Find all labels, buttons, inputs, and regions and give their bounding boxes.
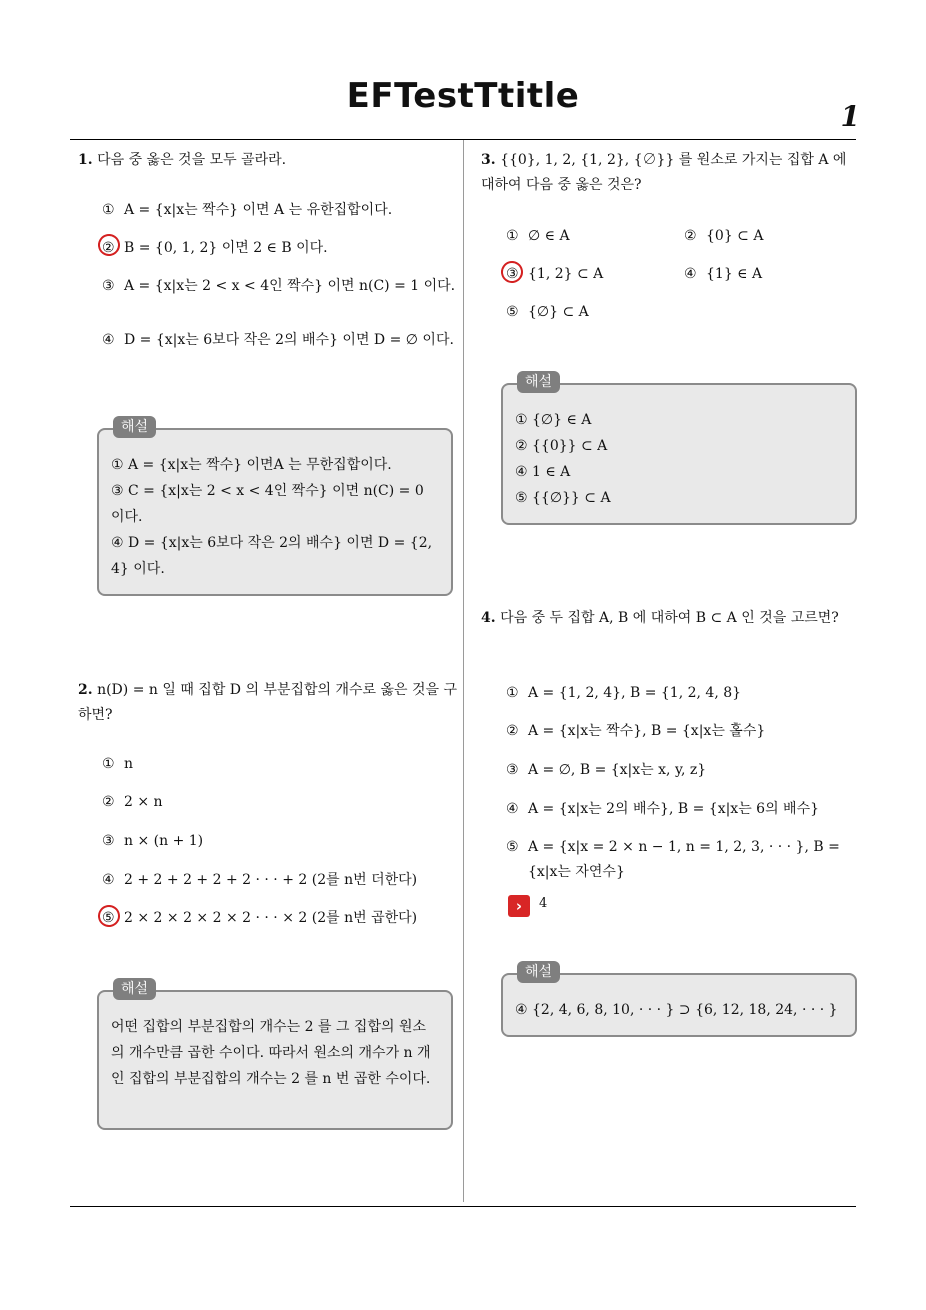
option-5[interactable]: ⑤ 2 × 2 × 2 × 2 × 2 · · · × 2 (2를 n번 곱한다) (102, 910, 418, 926)
question-3 (481, 148, 859, 198)
page-number: 1 (840, 100, 860, 133)
question-number: 1. (78, 152, 93, 168)
option-3[interactable]: ③ A = ∅, B = {x|x는 x, y, z} (506, 762, 707, 778)
page-title: EFTestTtitle (346, 76, 580, 116)
option-2[interactable]: ② 2 × n (102, 794, 163, 810)
question-number: 2. (78, 682, 93, 698)
option-1[interactable]: ① n (102, 756, 134, 772)
question-2 (78, 678, 458, 728)
explanation-line: ④ 1 ∈ A (515, 464, 571, 480)
question-text: 다음 중 옳은 것을 모두 골라라. (97, 152, 287, 168)
explanation-line: ③ C = {x|x는 2 < x < 4인 짝수} 이면 n(C) = 0 이다. (111, 483, 424, 525)
explanation-box (501, 964, 857, 1037)
option-1[interactable]: ① A = {x|x는 짝수} 이면 A 는 유한집합이다. (102, 202, 393, 218)
option-1[interactable]: ① A = {1, 2, 4}, B = {1, 2, 4, 8} (506, 685, 742, 701)
question-text: n(D) = n 일 때 집합 D 의 부분집합의 개수로 옳은 것을 구하면? (78, 682, 458, 723)
chevron-right-icon: › (508, 895, 530, 917)
option-5[interactable]: ⑤ A = {x|x = 2 × n − 1, n = 1, 2, 3, · · · }, B = {x|x는 자연수} (506, 839, 840, 880)
question-text: 다음 중 두 집합 A, B 에 대하여 B ⊂ A 인 것을 고르면? (500, 610, 839, 626)
explanation-line: ② {{0}} ⊂ A (515, 438, 608, 454)
option-4[interactable]: ④ D = {x|x는 6보다 작은 2의 배수} 이면 D = ∅ 이다. (102, 332, 454, 348)
option-4[interactable]: ④ 2 + 2 + 2 + 2 + 2 · · · + 2 (2를 n번 더한다) (102, 872, 418, 888)
option-2[interactable]: ② B = {0, 1, 2} 이면 2 ∈ B 이다. (102, 240, 328, 256)
option-1[interactable]: ① ∅ ∈ A (506, 228, 570, 244)
question-number: 3. (481, 152, 496, 168)
question-number: 4. (481, 610, 496, 626)
question-1 (78, 148, 458, 173)
option-4[interactable]: ④ {1} ∈ A (684, 266, 763, 282)
question-text: {{0}, 1, 2, {1, 2}, {∅}} 를 원소로 가지는 집합 A 에 대하여 다음 중 옳은 것은? (481, 152, 847, 193)
question-4 (481, 606, 859, 631)
explanation-box (97, 419, 453, 596)
option-4[interactable]: ④ A = {x|x는 2의 배수}, B = {x|x는 6의 배수} (506, 801, 820, 817)
explanation-text: 어떤 집합의 부분집합의 개수는 2 를 그 집합의 원소의 개수만큼 곱한 수이다. 따라서 원소의 개수가 n 개인 집합의 부분집합의 개수는 2 를 n 번 곱한 수이다. (111, 1019, 431, 1087)
option-3[interactable]: ③ {1, 2} ⊂ A (506, 266, 604, 282)
footer-rule (70, 1206, 856, 1207)
explanation-label: 해설 (113, 416, 156, 438)
explanation-text: ④ {2, 4, 6, 8, 10, · · · } ⊃ {6, 12, 18, 24, · · · } (515, 1002, 838, 1018)
answer-value: 4 (539, 896, 548, 911)
option-5[interactable]: ⑤ {∅} ⊂ A (506, 304, 589, 320)
explanation-line: ④ D = {x|x는 6보다 작은 2의 배수} 이면 D = {2, 4} 이다. (111, 535, 433, 577)
explanation-label: 해설 (113, 978, 156, 1000)
explanation-line: ① {∅} ∈ A (515, 412, 592, 428)
explanation-box (501, 374, 857, 525)
option-2[interactable]: ② {0} ⊂ A (684, 228, 764, 244)
option-3[interactable]: ③ n × (n + 1) (102, 833, 204, 849)
explanation-line: ① A = {x|x는 짝수} 이면A 는 무한집합이다. (111, 457, 392, 473)
explanation-line: ⑤ {{∅}} ⊂ A (515, 490, 611, 506)
option-3[interactable]: ③ A = {x|x는 2 < x < 4인 짝수} 이면 n(C) = 1 이다. (102, 278, 456, 294)
explanation-label: 해설 (517, 371, 560, 393)
explanation-box (97, 981, 453, 1130)
explanation-label: 해설 (517, 961, 560, 983)
option-2[interactable]: ② A = {x|x는 짝수}, B = {x|x는 홀수} (506, 723, 766, 739)
column-divider (463, 140, 464, 1202)
